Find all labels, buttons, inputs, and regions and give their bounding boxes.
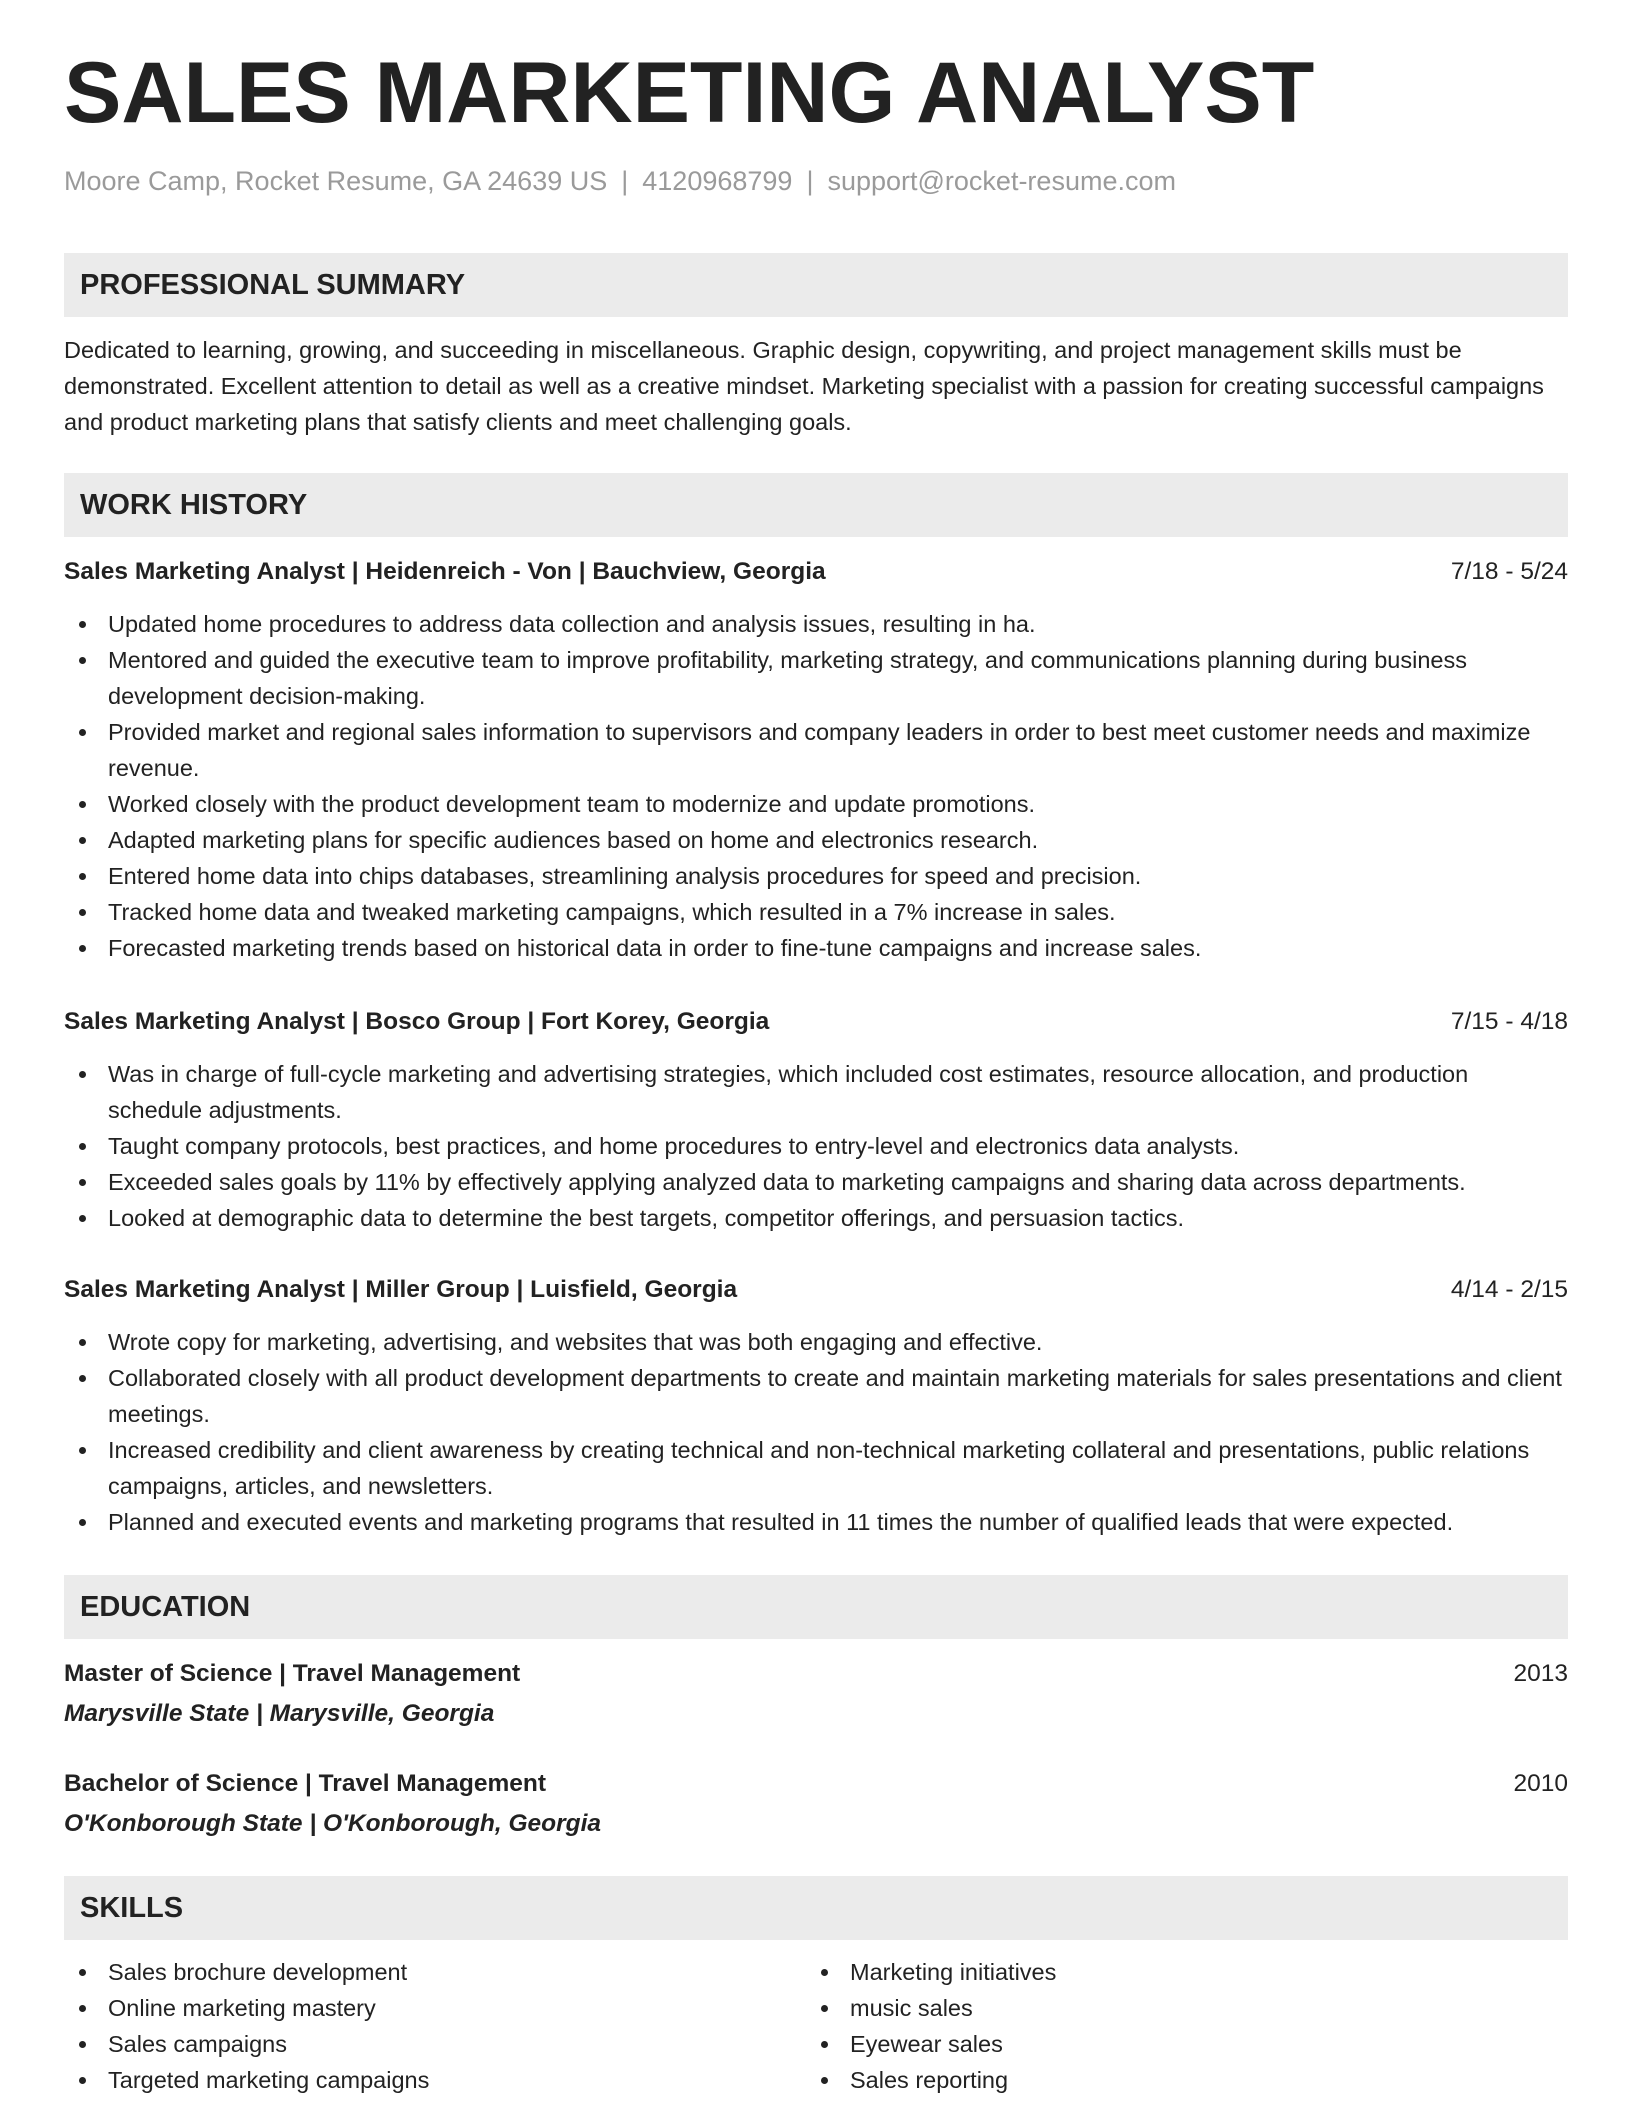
job-header bbox=[64, 1004, 1568, 1040]
job-bullet-list bbox=[64, 606, 1568, 966]
skill-item: Sales campaigns bbox=[64, 2026, 806, 2062]
skills-columns bbox=[64, 1954, 1568, 2098]
skill-item: music sales bbox=[806, 1990, 1548, 2026]
skill-item: Marketing initiatives bbox=[806, 1954, 1548, 1990]
job-bullet: Tracked home data and tweaked marketing campaigns, which resulted in a 7% increase in sales. bbox=[64, 894, 1568, 930]
summary-heading: PROFESSIONAL SUMMARY bbox=[80, 269, 466, 301]
degree-title: Master of Science | Travel Management bbox=[64, 1660, 521, 1687]
job-bullet: Forecasted marketing trends based on historical data in order to fine-tune campaigns and increase sales. bbox=[64, 930, 1568, 966]
job-bullet: Worked closely with the product development team to modernize and update promotions. bbox=[64, 786, 1568, 822]
graduation-year: 2013 bbox=[1513, 1660, 1568, 1687]
education-heading: EDUCATION bbox=[80, 1591, 251, 1623]
job-entry bbox=[64, 1004, 1568, 1236]
graduation-year: 2010 bbox=[1513, 1770, 1568, 1797]
contact-email: support@rocket-resume.com bbox=[827, 166, 1176, 196]
job-bullet: Wrote copy for marketing, advertising, and websites that was both engaging and effective. bbox=[64, 1324, 1568, 1360]
job-bullet: Exceeded sales goals by 11% by effectively applying analyzed data to marketing campaigns and sharing data across departments. bbox=[64, 1164, 1568, 1200]
job-dates: 7/18 - 5/24 bbox=[1450, 558, 1568, 585]
job-dates: 7/15 - 4/18 bbox=[1450, 1008, 1568, 1035]
job-bullet: Increased credibility and client awareness by creating technical and non-technical marketing collateral and presentations, public relations campaigns, articles, and newsletters. bbox=[64, 1432, 1568, 1504]
job-entry bbox=[64, 1272, 1568, 1540]
contact-line bbox=[64, 166, 1176, 197]
job-bullet: Was in charge of full-cycle marketing and advertising strategies, which included cost estimates, resource allocation, and production schedule adjustments. bbox=[64, 1056, 1568, 1128]
contact-address: Moore Camp, Rocket Resume, GA 24639 US bbox=[64, 166, 608, 196]
job-bullet: Collaborated closely with all product development departments to create and maintain marketing materials for sales presentations and client meetings. bbox=[64, 1360, 1568, 1432]
school-name: Marysville State | Marysville, Georgia bbox=[64, 1700, 495, 1727]
contact-phone: 4120968799 bbox=[642, 166, 793, 196]
job-dates: 4/14 - 2/15 bbox=[1450, 1276, 1568, 1303]
education-entry bbox=[64, 1766, 1568, 1842]
summary-section-header bbox=[64, 253, 1568, 317]
summary-text: Dedicated to learning, growing, and succeeding in miscellaneous. Graphic design, copywriting, and project management skills must be demonstrated. Excellent attention to detail as well as a creative mindset. Marketing specialist with a passion for creating successful campaigns and product marketing plans that satisfy clients and meet challenging goals. bbox=[64, 337, 1544, 435]
school-name: O'Konborough State | O'Konborough, Georgia bbox=[64, 1810, 602, 1837]
education-header bbox=[64, 1656, 1568, 1692]
skill-item: Online marketing mastery bbox=[64, 1990, 806, 2026]
job-bullet-list bbox=[64, 1056, 1568, 1236]
candidate-name: SALES MARKETING ANALYST bbox=[64, 45, 1315, 141]
job-bullet: Updated home procedures to address data collection and analysis issues, resulting in ha. bbox=[64, 606, 1568, 642]
skills-list-right bbox=[806, 1954, 1548, 2098]
work-heading: WORK HISTORY bbox=[80, 489, 308, 521]
skill-item: Targeted marketing campaigns bbox=[64, 2062, 806, 2098]
education-entry bbox=[64, 1656, 1568, 1732]
degree-title: Bachelor of Science | Travel Management bbox=[64, 1770, 547, 1797]
skill-item: Sales reporting bbox=[806, 2062, 1548, 2098]
job-bullet: Taught company protocols, best practices, and home procedures to entry-level and electronics data analysts. bbox=[64, 1128, 1568, 1164]
skills-section-header bbox=[64, 1876, 1568, 1940]
skill-item: Sales brochure development bbox=[64, 1954, 806, 1990]
job-bullet: Provided market and regional sales information to supervisors and company leaders in order to best meet customer needs and maximize revenue. bbox=[64, 714, 1568, 786]
job-bullet: Adapted marketing plans for specific audiences based on home and electronics research. bbox=[64, 822, 1568, 858]
job-bullet: Entered home data into chips databases, streamlining analysis procedures for speed and precision. bbox=[64, 858, 1568, 894]
contact-separator: | bbox=[806, 166, 814, 196]
skill-item: Eyewear sales bbox=[806, 2026, 1548, 2062]
job-bullet: Mentored and guided the executive team to improve profitability, marketing strategy, and communications planning during business development decision-making. bbox=[64, 642, 1568, 714]
contact-separator: | bbox=[621, 166, 629, 196]
skills-list-left bbox=[64, 1954, 806, 2098]
work-section-header bbox=[64, 473, 1568, 537]
job-entry bbox=[64, 554, 1568, 966]
job-title: Sales Marketing Analyst | Miller Group | Luisfield, Georgia bbox=[64, 1276, 738, 1303]
job-header bbox=[64, 554, 1568, 590]
job-header bbox=[64, 1272, 1568, 1308]
education-section-header bbox=[64, 1575, 1568, 1639]
skills-heading: SKILLS bbox=[80, 1892, 184, 1924]
job-title: Sales Marketing Analyst | Heidenreich - Von | Bauchview, Georgia bbox=[64, 558, 826, 585]
job-bullet-list bbox=[64, 1324, 1568, 1540]
job-title: Sales Marketing Analyst | Bosco Group | Fort Korey, Georgia bbox=[64, 1008, 770, 1035]
job-bullet: Planned and executed events and marketing programs that resulted in 11 times the number of qualified leads that were expected. bbox=[64, 1504, 1568, 1540]
job-bullet: Looked at demographic data to determine the best targets, competitor offerings, and persuasion tactics. bbox=[64, 1200, 1568, 1236]
education-header bbox=[64, 1766, 1568, 1802]
